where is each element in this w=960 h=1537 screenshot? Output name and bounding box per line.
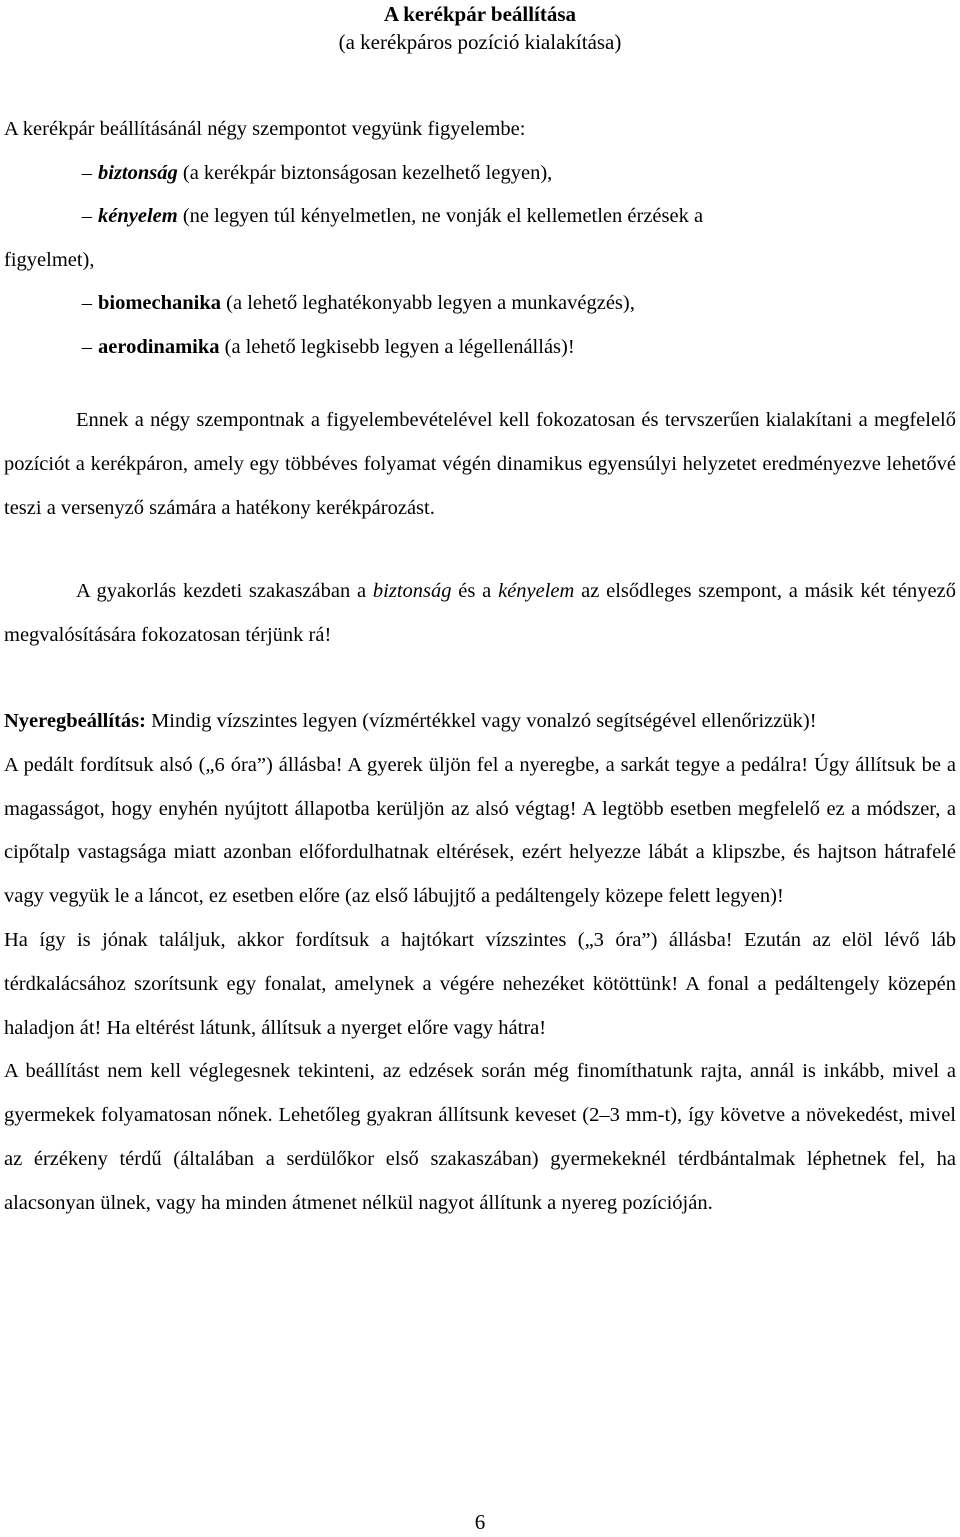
list-item-text: (a lehető legkisebb legyen a légellenállás)! bbox=[219, 335, 575, 358]
list-item-term: aerodinamika bbox=[98, 335, 220, 358]
paragraph-5: Ha így is jónak találjuk, akkor fordítsuk a hajtókart vízszintes („3 óra”) állásba! Ezután az elöl lévő láb térdkalácsához szorítsunk egy fonalat, amelynek a végére nehezéket kötöttünk! A fonal a pedáltengely közepén haladjon át! Ha eltérést látunk, állítsuk a nyerget előre vagy hátra! bbox=[4, 928, 956, 1039]
list-item-text: (a kerékpár biztonságosan kezelhető legyen), bbox=[177, 161, 553, 184]
list-item-text: (ne legyen túl kényelmetlen, ne vonják el kellemetlen érzések a bbox=[177, 205, 704, 227]
list-item: – biztonság (a kerékpár biztonságosan kezelhető legyen), bbox=[81, 161, 553, 184]
list-item: – biomechanika (a lehető leghatékonyabb legyen a munkavégzés), bbox=[81, 292, 635, 314]
paragraph-2: A gyakorlás kezdeti szakaszában a biztonság és a kényelem az elsődleges szempont, a másik két tényező megvalósítására fokozatosan térjünk rá! bbox=[4, 580, 956, 647]
title-block bbox=[4, 0, 956, 56]
list-item: – kényelem (ne legyen túl kényelmetlen, ne vonják el kellemetlen érzések a bbox=[81, 205, 704, 227]
list-item-term: kényelem bbox=[98, 205, 178, 227]
list-item-term: biomechanika bbox=[98, 292, 222, 314]
page-number: 6 bbox=[474, 1510, 486, 1534]
intro-text: A kerékpár beállításánál négy szempontot vegyünk figyelembe: bbox=[4, 118, 526, 140]
paragraph-6: A beállítást nem kell véglegesnek tekinteni, az edzések során még finomíthatunk rajta, annál is inkább, mivel a gyermekek folyamatosan nőnek. Lehetőleg gyakran állítsunk keveset (2–3 mm-t), így követve a növekedést, mivel az érzékeny térdű (általában a serdülőkor első szakaszában) gyermekeknél térdbántalmak léphetnek fel, ha alacsonyan ülnek, vagy ha minden átmenet nélkül nagyot állítunk a nyereg pozícióján. bbox=[4, 1060, 956, 1214]
criteria-list bbox=[4, 152, 956, 370]
section-heading: Nyeregbeállítás: bbox=[4, 709, 146, 732]
paragraph-1: Ennek a négy szempontnak a figyelembevételével kell fokozatosan és tervszerűen kialakítani a megfelelő pozíciót a kerékpáron, amely egy többéves folyamat végén dinamikus egyensúlyi helyzetet eredményezve lehetővé teszi a versenyző számára a hatékony kerékpározást. bbox=[4, 409, 956, 519]
list-item: – aerodinamika (a lehető legkisebb legyen a légellenállás)! bbox=[81, 335, 575, 358]
list-item-continuation: figyelmet), bbox=[4, 248, 95, 271]
list-item-term: biztonság bbox=[98, 161, 178, 184]
page-title: A kerékpár beállítása bbox=[383, 2, 577, 26]
paragraph-nyeregbeallitas: Nyeregbeállítás: Mindig vízszintes legyen (vízmértékkel vagy vonalzó segítségével ellenőrizzük)! bbox=[4, 709, 817, 732]
list-item-text: (a lehető leghatékonyabb legyen a munkavégzés), bbox=[221, 292, 635, 314]
document-page bbox=[4, 0, 956, 1226]
page-subtitle: (a kerékpáros pozíció kialakítása) bbox=[338, 30, 622, 54]
paragraph-4: A pedált fordítsuk alsó („6 óra”) állásba! A gyerek üljön fel a nyeregbe, a sarkát tegye a pedálra! Úgy állítsuk be a magasságot, hogy enyhén nyújtott állapotba kerüljön az alsó végtag! A legtöbb esetben megfelelő ez a módszer, a cipőtalp vastagsága miatt azonban előfordulhatnak eltérések, ezért helyezze lábát a klipszbe, és hajtson hátrafelé vagy vegyük le a láncot, ez esetben előre (az első lábujjtő a pedáltengely közepe felett legyen)! bbox=[4, 753, 956, 908]
